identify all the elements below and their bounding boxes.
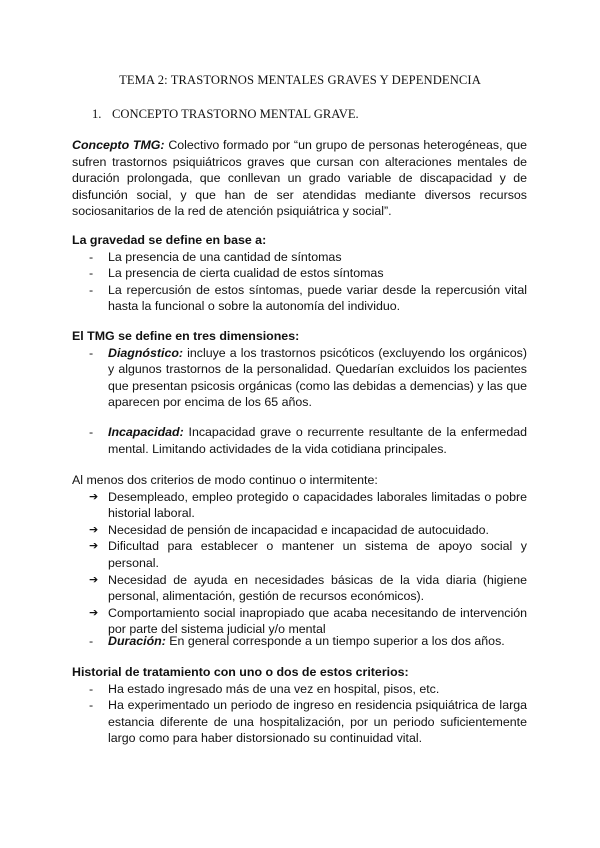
list-item-duracion [72, 633, 527, 650]
list-item: ➔ Comportamiento social inapropiado que acaba necesitando de intervención por parte del sistema judicial y/o mental [72, 605, 527, 638]
diagnostico-label: Diagnóstico: [108, 345, 184, 360]
list-item-incapacidad [72, 424, 527, 457]
incapacidad-label: Incapacidad: [108, 425, 184, 439]
history-list [72, 681, 527, 747]
criteria-section [72, 472, 527, 638]
list-item: - La presencia de una cantidad de síntomas [72, 249, 527, 266]
section-number: 1. [92, 107, 102, 121]
history-section [72, 664, 527, 747]
dimensions-section [72, 328, 527, 411]
section-title: CONCEPTO TRASTORNO MENTAL GRAVE. [112, 107, 359, 121]
document-title: TEMA 2: TRASTORNOS MENTALES GRAVES Y DEPENDENCIA [119, 73, 481, 87]
criteria-list [72, 489, 527, 638]
dimensions-list-duracion [72, 633, 527, 650]
criteria-intro: Al menos dos criterios de modo continuo o intermitente: [72, 473, 378, 487]
gravity-list [72, 249, 527, 315]
concept-text: Colectivo formado por “un grupo de personas heterogéneas, que sufren trastornos psiquiátricos graves que cursan con alteraciones mentales de duración prolongada, que conllevan un grado variable de discapacidad y de disfunción social, y que han de ser atendidas mediante diversos recursos sociosanitarios de la red de atención psiquiátrica y social”. [72, 138, 528, 219]
list-item: ➔ Dificultad para establecer o mantener un sistema de apoyo social y personal. [72, 538, 527, 571]
incapacidad-text: Incapacidad grave o recurrente resultante de la enfermedad mental. Limitando actividades de la vida cotidiana principales. [108, 425, 527, 456]
history-heading: Historial de tratamiento con uno o dos de estos criterios: [72, 665, 409, 679]
list-item: - La repercusión de estos síntomas, puede variar desde la repercusión vital hasta la funcional o sobre la autonomía del individuo. [72, 282, 527, 315]
list-item-diagnostico [72, 345, 527, 411]
dimensions-list-incapacidad [72, 424, 527, 457]
dimensions-list-diagnostico [72, 345, 527, 411]
concept-label: Concepto TMG: [72, 138, 165, 152]
list-item: ➔ Necesidad de ayuda en necesidades básicas de la vida diaria (higiene personal, alimentación, gestión de recursos económicos). [72, 572, 527, 605]
duracion-section [72, 633, 527, 650]
gravity-section [72, 232, 527, 315]
duracion-label: Duración: [108, 634, 166, 648]
diagnostico-text: incluye a los trastornos psicóticos (excluyendo los orgánicos) y algunos trastornos de la personalidad. Quedarían excluidos los pacientes que presentan psicosis orgánicas (como las debidas a demencias) y las que aparecen por encima de los 65 años. [108, 345, 527, 410]
gravity-heading: La gravedad se define en base a: [72, 233, 267, 247]
duracion-text: En general corresponde a un tiempo superior a los dos años. [165, 634, 505, 648]
list-item: - Ha experimentado un periodo de ingreso en residencia psiquiátrica de larga estancia diferente de una hospitalización, por un periodo suficientemente largo como para haber distorsionado su continuidad vital. [72, 697, 527, 747]
list-item: ➔ Necesidad de pensión de incapacidad e incapacidad de autocuidado. [72, 522, 527, 539]
incapacidad-section [72, 424, 527, 457]
dimensions-heading: El TMG se define en tres dimensiones: [72, 329, 300, 343]
list-item: ➔ Desempleado, empleo protegido o capacidades laborales limitadas o pobre historial laboral. [72, 489, 527, 522]
list-item: - La presencia de cierta cualidad de estos síntomas [72, 265, 527, 282]
list-item: - Ha estado ingresado más de una vez en hospital, pisos, etc. [72, 681, 527, 698]
concept-paragraph [72, 137, 527, 220]
